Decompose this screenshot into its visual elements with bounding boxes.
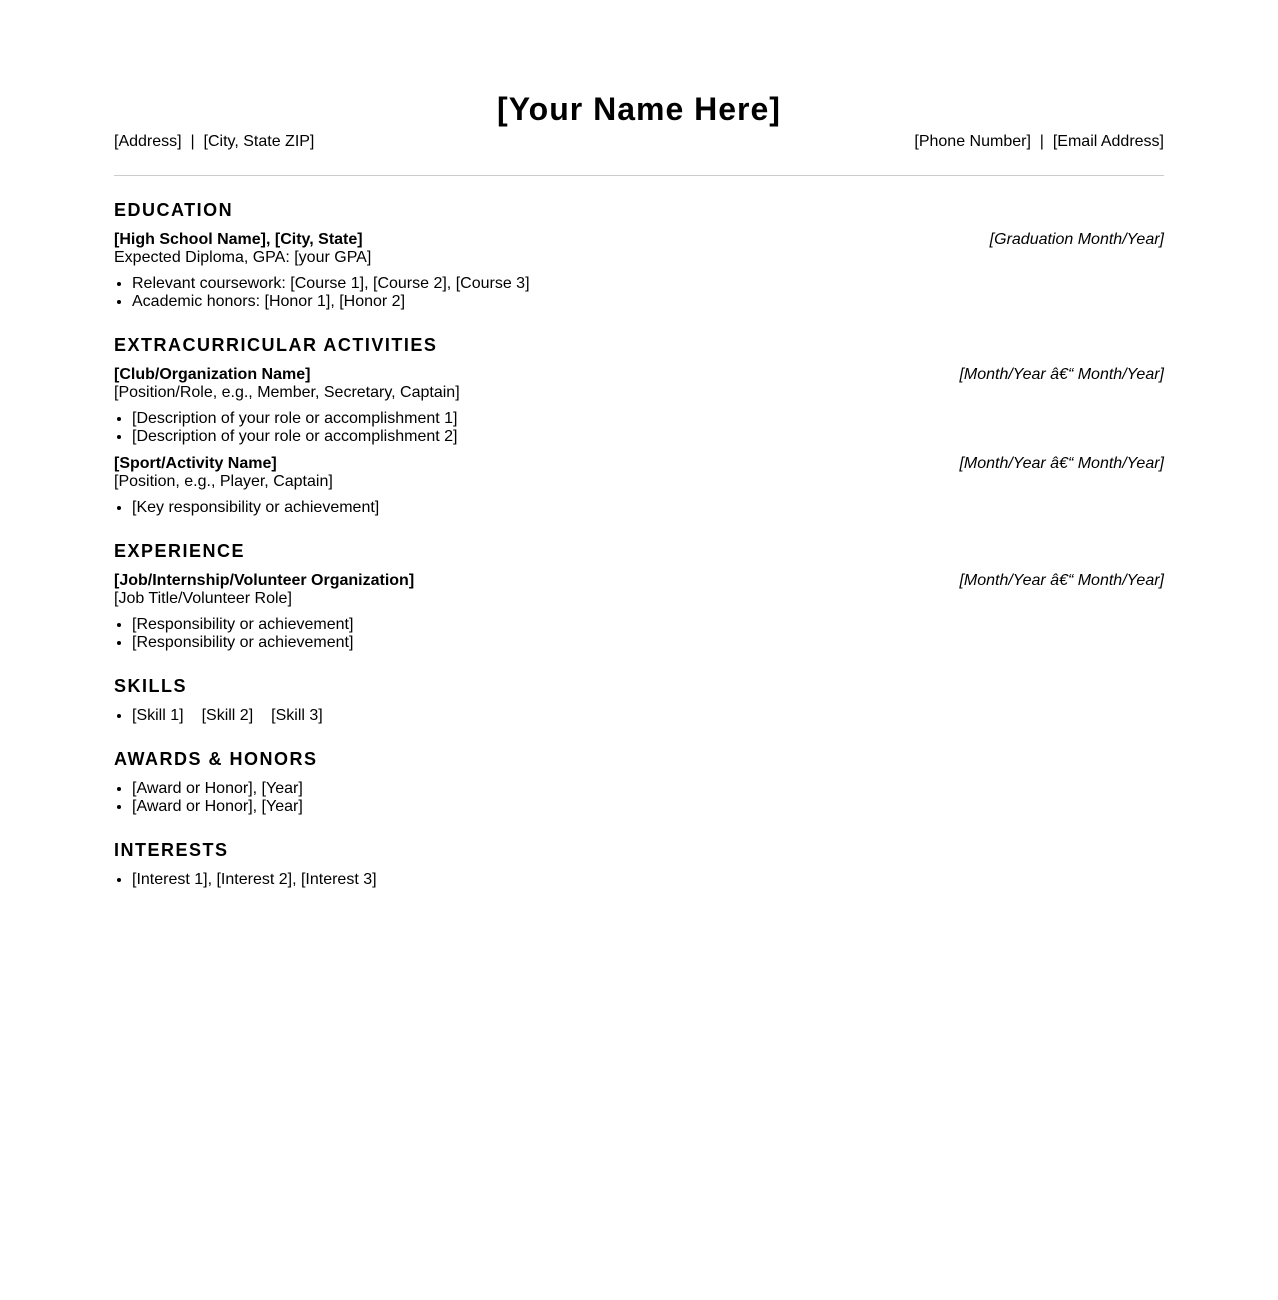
diploma-line: Expected Diploma, GPA: [your GPA]: [114, 249, 372, 266]
experience-bullets: [114, 616, 1164, 652]
skill-item: [Skill 2]: [201, 707, 254, 724]
contact-left: [114, 132, 314, 152]
education-entry: [114, 231, 1164, 311]
extracurricular-section: [114, 333, 1164, 517]
awards-list: [114, 780, 1164, 816]
section-title: SKILLS: [114, 676, 188, 696]
resume-page: [114, 88, 1164, 889]
section-title: EXTRACURRICULAR ACTIVITIES: [114, 335, 438, 355]
contact-separator: |: [181, 133, 204, 150]
contact-separator: |: [1030, 133, 1053, 150]
activity-date: [Month/Year â€“ Month/Year]: [959, 455, 1164, 472]
contact-line: [114, 132, 1164, 152]
list-item: • [Interest 1], [Interest 2], [Interest 3]: [132, 871, 1164, 889]
organization-name: [Job/Internship/Volunteer Organization]: [114, 572, 415, 589]
list-item: [132, 707, 1164, 725]
phone-number: [Phone Number]: [914, 133, 1031, 150]
section-title: EXPERIENCE: [114, 541, 246, 561]
activity-bullets: [114, 410, 1164, 446]
skill-item: [Skill 1]: [132, 707, 184, 724]
entry-header: [114, 231, 1164, 249]
resume-name: [Your Name Here]: [497, 91, 781, 127]
list-item: • [Description of your role or accomplishment 1]: [132, 410, 1164, 428]
education-section: [114, 198, 1164, 311]
address: [Address]: [114, 133, 182, 150]
activity-name: [Club/Organization Name]: [114, 366, 311, 383]
activity-name: [Sport/Activity Name]: [114, 455, 277, 472]
entry-header: [114, 572, 1164, 590]
job-title: [Job Title/Volunteer Role]: [114, 590, 292, 607]
activity-role: [Position/Role, e.g., Member, Secretary, Captain]: [114, 384, 460, 401]
interests-list: [114, 871, 1164, 889]
activity-entry: [114, 455, 1164, 517]
interests-section: [114, 838, 1164, 889]
skill-item: [Skill 3]: [271, 707, 323, 724]
education-bullets: [114, 275, 1164, 311]
list-item: • [Responsibility or achievement]: [132, 616, 1164, 634]
activity-date: [Month/Year â€“ Month/Year]: [959, 366, 1164, 383]
activity-bullets: [114, 499, 1164, 517]
header-divider: [114, 175, 1164, 176]
list-item: • Relevant coursework: [Course 1], [Course 2], [Course 3]: [132, 275, 1164, 293]
email-address: [Email Address]: [1052, 133, 1164, 150]
section-title: INTERESTS: [114, 840, 229, 860]
list-item: • [Responsibility or achievement]: [132, 634, 1164, 652]
school-name: [High School Name], [City, State]: [114, 231, 363, 248]
experience-date: [Month/Year â€“ Month/Year]: [959, 572, 1164, 589]
contact-right: [914, 132, 1164, 152]
city-state-zip: [City, State ZIP]: [203, 133, 315, 150]
entry-header: [114, 455, 1164, 473]
section-title: AWARDS & HONORS: [114, 749, 318, 769]
skills-section: [114, 674, 1164, 725]
awards-section: [114, 747, 1164, 816]
graduation-date: [Graduation Month/Year]: [989, 231, 1164, 248]
activity-entry: [114, 366, 1164, 446]
skills-list: [114, 707, 1164, 725]
list-item: • [Description of your role or accomplishment 2]: [132, 428, 1164, 446]
experience-entry: [114, 572, 1164, 652]
list-item: • [Key responsibility or achievement]: [132, 499, 1164, 517]
entry-header: [114, 366, 1164, 384]
experience-section: [114, 539, 1164, 652]
list-item: • [Award or Honor], [Year]: [132, 798, 1164, 816]
list-item: • [Award or Honor], [Year]: [132, 780, 1164, 798]
section-title: EDUCATION: [114, 200, 234, 220]
list-item: • Academic honors: [Honor 1], [Honor 2]: [132, 293, 1164, 311]
activity-role: [Position, e.g., Player, Captain]: [114, 473, 333, 490]
